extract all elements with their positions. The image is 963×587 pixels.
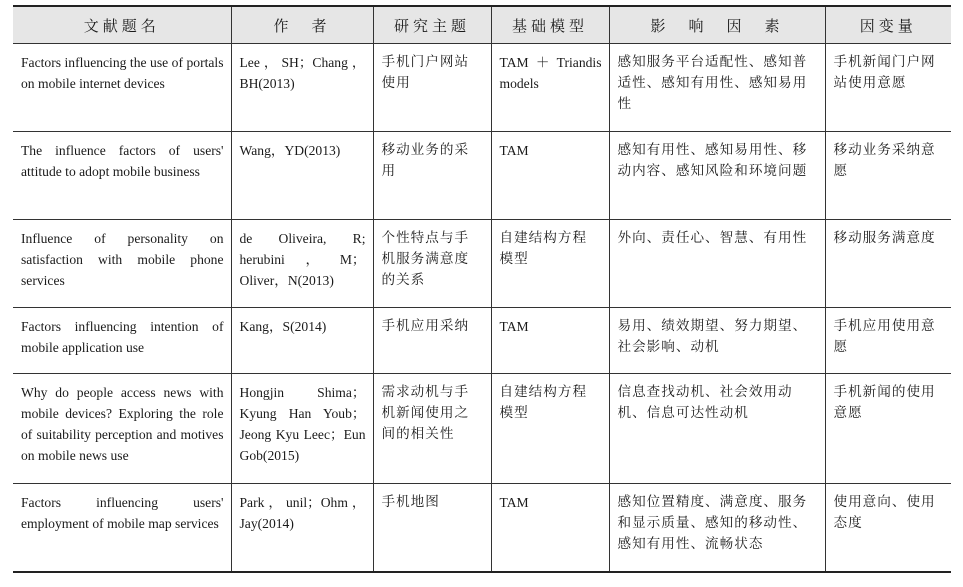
- dependent-variable: 移动业务采纳意愿: [825, 132, 951, 220]
- paper-title: Factors influencing users' employment of mobile map services: [13, 484, 231, 573]
- research-topic: 手机应用采纳: [373, 308, 491, 374]
- paper-title: Factors influencing intention of mobile application use: [13, 308, 231, 374]
- base-model: 自建结构方程模型: [491, 374, 609, 484]
- research-topic: 手机门户网站使用: [373, 44, 491, 132]
- header-title: 文献题名: [13, 6, 231, 44]
- paper-title: The influence factors of users' attitude to adopt mobile business: [13, 132, 231, 220]
- research-topic: 个性特点与手机服务满意度的关系: [373, 220, 491, 308]
- header-factors: 影 响 因 素: [609, 6, 825, 44]
- dependent-variable: 使用意向、使用态度: [825, 484, 951, 573]
- paper-author: Park，unil；Ohm，Jay(2014): [231, 484, 373, 573]
- base-model: TAM: [491, 484, 609, 573]
- paper-title: Factors influencing the use of portals on mobile internet devices: [13, 44, 231, 132]
- research-topic: 手机地图: [373, 484, 491, 573]
- base-model: 自建结构方程模型: [491, 220, 609, 308]
- base-model: TAM＋Triandis models: [491, 44, 609, 132]
- research-topic: 需求动机与手机新闻使用之间的相关性: [373, 374, 491, 484]
- influence-factors: 感知服务平台适配性、感知普适性、感知有用性、感知易用性: [609, 44, 825, 132]
- header-author: 作 者: [231, 6, 373, 44]
- table-row: [13, 44, 951, 132]
- header-row: [13, 6, 951, 44]
- influence-factors: 信息查找动机、社会效用动机、信息可达性动机: [609, 374, 825, 484]
- table-row: [13, 220, 951, 308]
- research-topic: 移动业务的采用: [373, 132, 491, 220]
- paper-author: Kang，S(2014): [231, 308, 373, 374]
- paper-author: Hongjin Shima；Kyung Han Youb；Jeong Kyu Leec；Eun Gob(2015): [231, 374, 373, 484]
- dependent-variable: 手机应用使用意愿: [825, 308, 951, 374]
- header-model: 基础模型: [491, 6, 609, 44]
- base-model: TAM: [491, 308, 609, 374]
- table-row: [13, 374, 951, 484]
- table-row: [13, 308, 951, 374]
- literature-table: [13, 5, 951, 573]
- dependent-variable: 手机新闻门户网站使用意愿: [825, 44, 951, 132]
- paper-author: de Oliveira, R; herubini，M；Oliver，N(2013): [231, 220, 373, 308]
- paper-author: Wang，YD(2013): [231, 132, 373, 220]
- influence-factors: 外向、责任心、智慧、有用性: [609, 220, 825, 308]
- dependent-variable: 手机新闻的使用意愿: [825, 374, 951, 484]
- influence-factors: 感知有用性、感知易用性、移动内容、感知风险和环境问题: [609, 132, 825, 220]
- header-topic: 研究主题: [373, 6, 491, 44]
- influence-factors: 感知位置精度、满意度、服务和显示质量、感知的移动性、感知有用性、流畅状态: [609, 484, 825, 573]
- influence-factors: 易用、绩效期望、努力期望、社会影响、动机: [609, 308, 825, 374]
- dependent-variable: 移动服务满意度: [825, 220, 951, 308]
- paper-title: Influence of personality on satisfaction with mobile phone services: [13, 220, 231, 308]
- header-dependent: 因变量: [825, 6, 951, 44]
- table-row: [13, 132, 951, 220]
- table-row: [13, 484, 951, 573]
- base-model: TAM: [491, 132, 609, 220]
- paper-title: Why do people access news with mobile devices? Exploring the role of suitability perception and motives on mobile news use: [13, 374, 231, 484]
- paper-author: Lee，SH；Chang，BH(2013): [231, 44, 373, 132]
